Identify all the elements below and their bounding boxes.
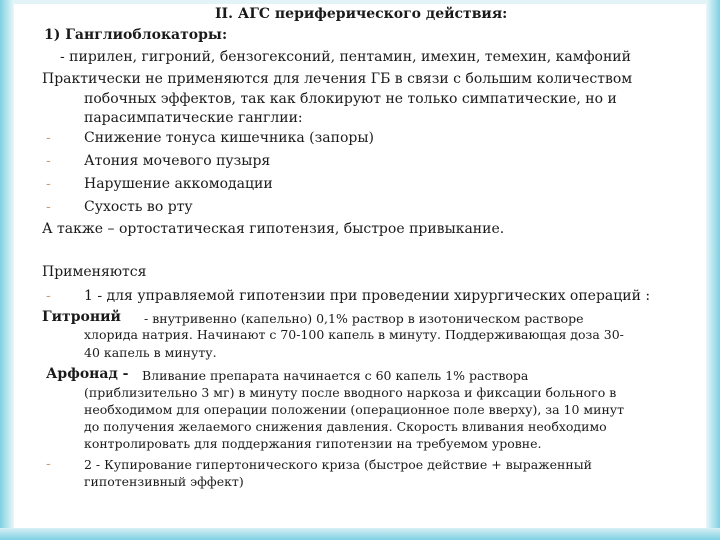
arfonad-line-4: до получения желаемого снижения давления. Скорость вливания необходимо [84, 419, 607, 434]
intro-line-2: побочных эффектов, так как блокируют не только симпатические, но и [84, 91, 617, 107]
intro-line-3: парасимпатические ганглии: [84, 110, 303, 126]
arfonad-name: Арфонад - [46, 366, 129, 382]
drug-list: - пирилен, гигроний, бензогексоний, пентамин, имехин, темехин, камфоний [60, 49, 631, 65]
gitronii-line-1: - внутривенно (капельно) 0,1% раствор в изотоническом растворе [144, 311, 584, 326]
arfonad-line-1: Вливание препарата начинается с 60 капель 1% раствора [142, 368, 529, 383]
side-effect-item: Сухость во рту [84, 199, 193, 215]
intro-line-1: Практически не применяются для лечения ГБ в связи с большим количеством [42, 71, 633, 87]
applied-label: Применяются [42, 264, 147, 280]
bullet-marker: - [46, 199, 51, 215]
use-item-crisis-line-1: 2 - Купирование гипертонического криза (быстрое действие + выраженный [84, 457, 592, 472]
side-effect-item: Нарушение аккомодации [84, 176, 273, 192]
bullet-marker: - [46, 176, 51, 192]
arfonad-line-3: необходимом для операции положении (операционное поле вверху), за 10 минут [84, 402, 625, 417]
arfonad-line-5: контролировать для поддержания гипотензии на требуемом уровне. [84, 436, 542, 451]
subheading-ganglioblockers: 1) Ганглиоблокаторы: [44, 27, 228, 43]
also-note: А также – ортостатическая гипотензия, быстрое привыкание. [42, 221, 505, 237]
side-effect-item: Снижение тонуса кишечника (запоры) [84, 130, 374, 146]
bullet-marker: - [46, 288, 51, 304]
gitronii-line-2: хлорида натрия. Начинают с 70-100 капель в минуту. Поддерживающая доза 30- [84, 327, 624, 342]
arfonad-line-2: (приблизительно 3 мг) в минуту после вводного наркоза и фиксации больного в [84, 385, 617, 400]
side-effect-item: Атония мочевого пузыря [84, 153, 271, 169]
bullet-marker: - [46, 130, 51, 146]
gitronii-line-3: 40 капель в минуту. [84, 345, 217, 360]
bullet-marker: - [46, 456, 51, 472]
gitronii-name: Гитроний [42, 309, 121, 325]
bullet-marker: - [46, 153, 51, 169]
use-item-crisis-line-2: гипотензивный эффект) [84, 474, 244, 489]
use-item-surgery: 1 - для управляемой гипотензии при проведении хирургических операций : [84, 288, 651, 304]
slide-heading: II. АГС периферического действия: [215, 6, 508, 22]
